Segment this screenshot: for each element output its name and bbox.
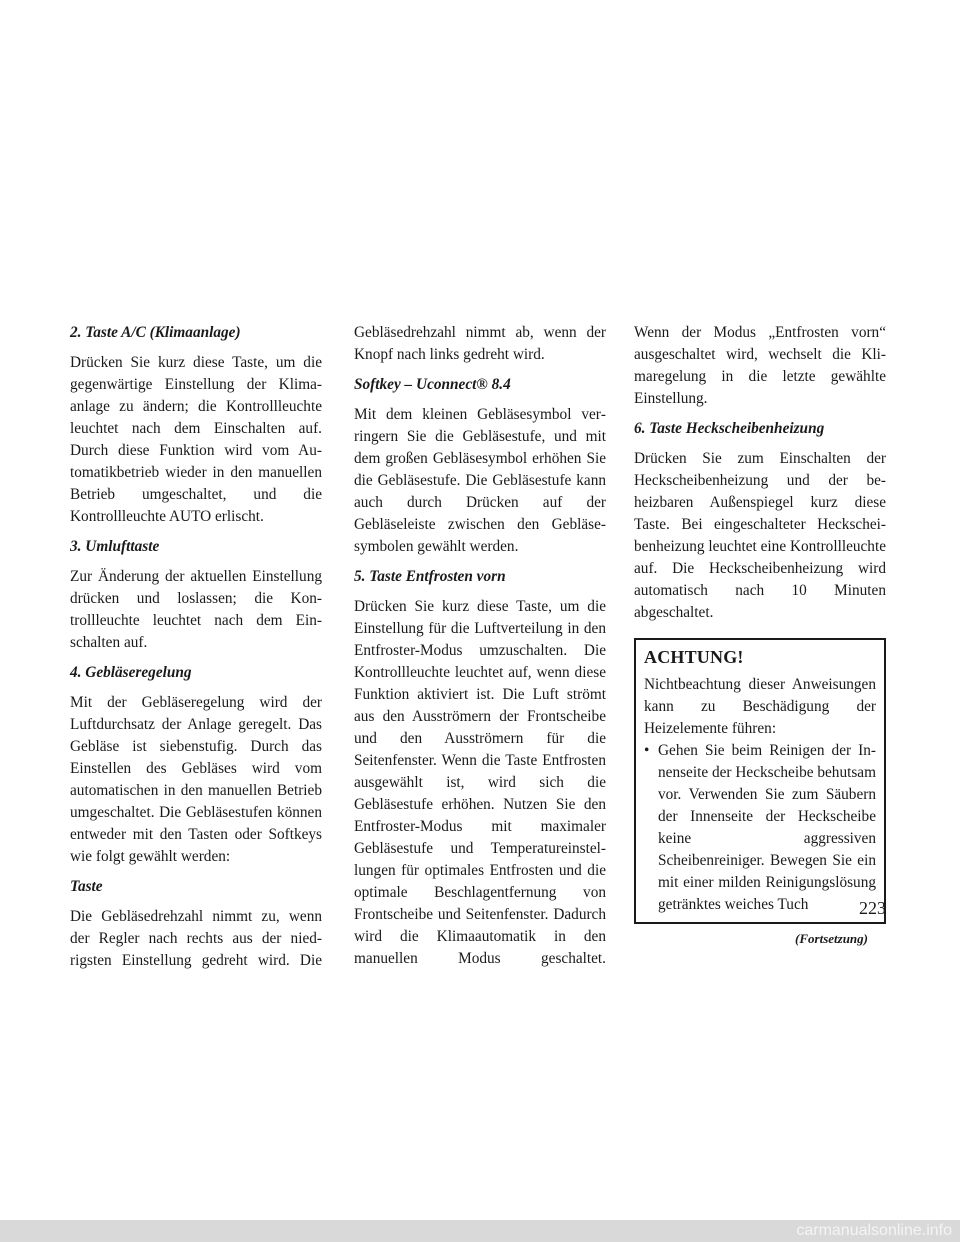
continued-note: (Fortsetzung) (795, 931, 868, 946)
heading-heckscheibenheizung: 6. Taste Heckscheibenheizung (634, 420, 825, 437)
watermark-text: carmanualsonline.info (796, 1222, 952, 1239)
paragraph-geblaeseregelung: Mit der Gebläseregelung wird der Luftdurchsatz der Anlage geregelt. Das Gebläse ist siebenstufig. Durch das Einstellen des Gebläses wird vom automatischen in den manuellen Betrieb umgeschaltet. Die Gebläsestufen können entweder mit den Tasten oder Softkeys wie folgt gewählt werden: (70, 694, 322, 865)
heading-geblaeseregelung: 4. Gebläseregelung (70, 664, 192, 681)
watermark-bar (0, 1220, 960, 1242)
column-right (634, 322, 886, 950)
column-middle (354, 322, 606, 978)
paragraph-continued-right: Wenn der Modus „Entfrosten vorn“ ausgeschaltet wird, wechselt die Klimaregelung in die letzte gewählte Einstellung. (634, 324, 886, 407)
heading-softkey: Softkey – Uconnect® 8.4 (354, 376, 511, 393)
heading-entfrosten: 5. Taste Entfrosten vorn (354, 568, 506, 585)
paragraph-softkey: Mit dem kleinen Gebläsesymbol verringern Sie die Gebläsestufe, und mit dem großen Gebläsesymbol erhöhen Sie die Gebläsestufe. Die Gebläsestufe kann auch durch Drücken auf der Gebläseleiste zwischen den Gebläsesymbolen gewählt werden. (354, 406, 606, 555)
paragraph-umlufttaste: Zur Änderung der aktuellen Einstellung drücken und loslassen; die Kontrollleuchte leuchtet nach dem Einschalten auf. (70, 568, 322, 651)
warning-intro: Nichtbeachtung dieser Anweisungen kann zu Beschädigung der Heizelemente führen: (644, 676, 876, 737)
page-number: 223 (859, 898, 886, 918)
warning-bullet: • Gehen Sie beim Reinigen der Innenseite der Heckscheibe behutsam vor. Verwenden Sie zum Säubern der Innenseite der Heckscheibe keine aggressiven Scheibenreiniger. Bewegen Sie ein mit einer milden Reinigungslösung getränktes weiches Tuch (644, 740, 876, 916)
warning-title: ACHTUNG! (644, 647, 744, 667)
paragraph-taste-ac: Drücken Sie kurz diese Taste, um die gegenwärtige Einstellung der Klimaanlage zu ändern; die Kontrollleuchte leuchtet nach dem Einschalten auf. Durch diese Funktion wird vom Automatikbetrieb wieder in den manuellen Betrieb umgeschaltet, und die Kontrollleuchte AUTO erlischt. (70, 354, 322, 525)
heading-taste-ac: 2. Taste A/C (Klimaanlage) (70, 324, 241, 341)
warning-box (634, 638, 886, 924)
paragraph-continued: Gebläsedrehzahl nimmt ab, wenn der Knopf nach links gedreht wird. (354, 324, 606, 363)
column-left (70, 322, 322, 980)
paragraph-entfrosten: Drücken Sie kurz diese Taste, um die Einstellung für die Luftverteilung in den Entfroster-Modus umzuschalten. Die Kontrollleuchte leuchtet auf, wenn diese Funktion aktiviert ist. Die Luft strömt aus den Ausströmern der Frontscheibe und den Ausströmern für die Seitenfenster. Wenn die Taste Entfrosten ausgewählt ist, wird sich die Gebläsestufe erhöhen. Nutzen Sie den Entfroster-Modus mit maximaler Gebläsestufe und Temperatureinstellungen für optimales Entfrosten und die optimale Beschlagentfernung von Frontscheibe und Seitenfenster. Dadurch wird die Klimaautomatik in den manuellen Modus geschaltet. (354, 598, 606, 967)
heading-umlufttaste: 3. Umlufttaste (70, 538, 160, 555)
warning-list (644, 740, 876, 916)
heading-taste: Taste (70, 878, 103, 895)
paragraph-heckscheibenheizung: Drücken Sie zum Einschalten der Heckscheibenheizung und der beheizbaren Außenspiegel kurz diese Taste. Bei eingeschalteter Heckscheibenheizung leuchtet eine Kontrollleuchte auf. Die Heckscheibenheizung wird automatisch nach 10 Minuten abgeschaltet. (634, 450, 886, 621)
paragraph-taste: Die Gebläsedrehzahl nimmt zu, wenn der Regler nach rechts aus der niedrigsten Einstellung gedreht wird. Die (70, 908, 322, 969)
